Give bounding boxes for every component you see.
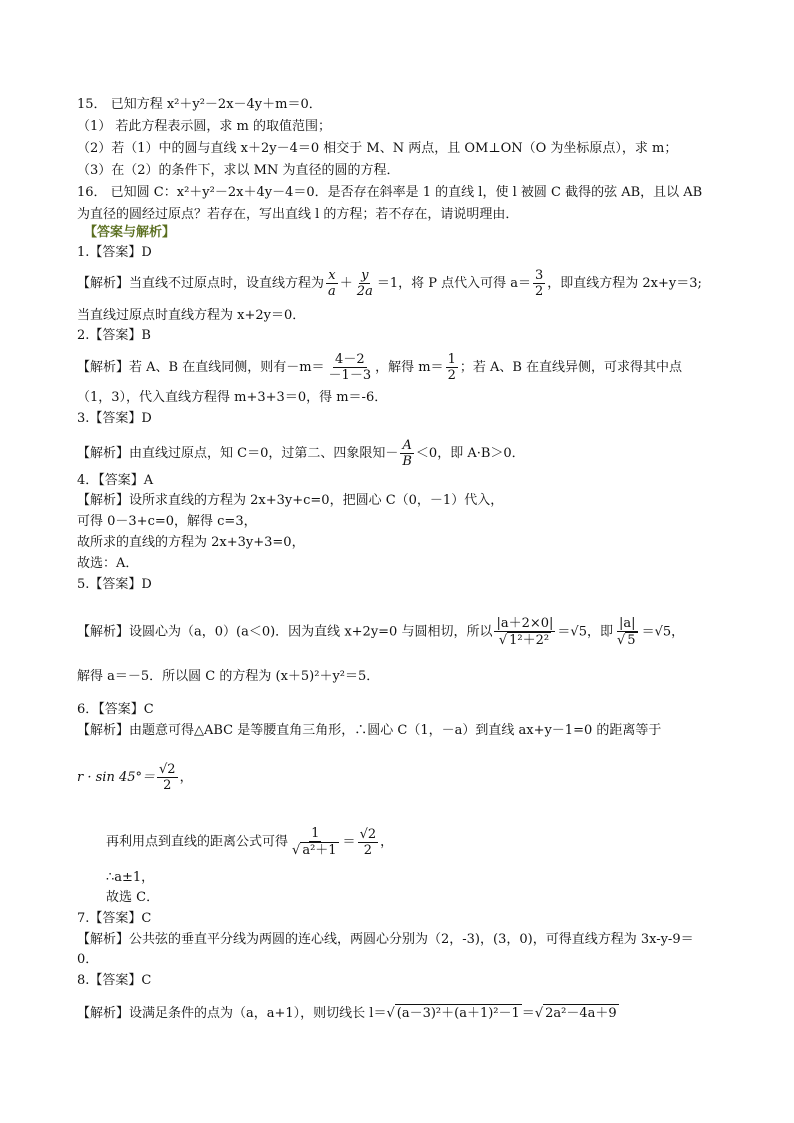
a5-answer: 5.【答案】D (77, 577, 152, 592)
a1-post: ，即直线方程为 2x+y＝3; (547, 276, 702, 291)
q15-text: 已知方程 x²＋y²－2x－4y＋m＝0． (110, 97, 322, 112)
a6-line2-post: ， (179, 770, 193, 785)
a2-explanation (77, 352, 682, 383)
a6-line4: ∴a±1， (106, 870, 155, 885)
q15-number: 15． (77, 97, 107, 112)
a3-frac-num: A (402, 438, 412, 453)
a5-distance-fraction (494, 616, 555, 648)
a6-frac1-num: √2 (159, 762, 176, 777)
a6-fraction-root2-over-2-b (358, 827, 379, 858)
a1-frac2-den: 2a (356, 284, 373, 299)
a6-line5: 故选 C． (106, 890, 160, 905)
a6-line1: 【解析】由题意可得△ABC 是等腰直角三角形，∴圆心 C（1，－a）到直线 ax+y－1=0 的距离等于 (77, 723, 662, 738)
q15-part2: （2）若（1）中的圆与直线 x＋2y－4＝0 相交于 M、N 两点，且 OM⊥ON（O 为坐标原点），求 m； (77, 141, 678, 156)
a2-frac1-num: 4－2 (335, 352, 365, 367)
q15-part1: （1） 若此方程表示圆，求 m 的取值范围； (77, 119, 331, 134)
a8-root-sign: √ (386, 1006, 395, 1021)
a5-eq2: ＝√5， (641, 624, 685, 640)
a5-frac2-den (615, 632, 640, 648)
a4-line3: 故所求的直线的方程为 2x+3y+3=0， (77, 535, 305, 550)
a4-answer: 4．【答案】A (77, 473, 154, 488)
a8-eq: ＝ (521, 1006, 535, 1021)
a5-frac2-num: |a| (619, 616, 636, 631)
a2-frac2-den: 2 (447, 368, 456, 383)
a6-answer: 6．【答案】C (77, 702, 154, 717)
a1-frac1-num: x (328, 268, 336, 283)
a8-radicand-1: (a－3)²＋(a＋1)²－1 (396, 1006, 520, 1021)
a1-text: 【解析】当直线不过原点时，设直线方程为 (77, 276, 325, 291)
a2-fraction-slope (327, 352, 374, 383)
a6-frac2-den (290, 842, 341, 858)
a5-root-sign: √ (498, 633, 508, 648)
a7-answer: 7.【答案】C (77, 911, 152, 926)
a6-line2 (77, 762, 193, 793)
a2-post: ；若 A、B 在直线异侧，可求得其中点 (459, 360, 683, 375)
a5-fraction-abs-a (615, 616, 640, 648)
a2-line2: （1，3），代入直线方程得 m+3+3＝0，得 m＝-6． (77, 390, 388, 405)
a5-explanation (77, 616, 684, 648)
a4-line2: 可得 0－3+c=0，解得 c=3， (77, 514, 257, 529)
a7-line1: 【解析】公共弦的垂直平分线为两圆的连心线，两圆心分别为（2，-3)，(3，0)，可得直线方程为 3x-y-9＝ (77, 932, 694, 947)
a8-root-sign-2: √ (534, 1006, 544, 1021)
q16-line1: 16． 已知圆 C：x²＋y²－2x＋4y－4＝0．是否存在斜率是 1 的直线 l，使 l 被圆 C 截得的弦 AB，且以 AB (77, 185, 703, 200)
a2-fraction-half (446, 352, 458, 383)
a1-mid: ＝1，将 P 点代入可得 a＝ (376, 276, 531, 291)
a6-frac2-num: 1 (311, 826, 320, 841)
a1-fraction-x-over-a (326, 268, 338, 299)
a6-eq: ＝ (342, 834, 356, 850)
a2-text: 【解析】若 A、B 在直线同侧，则有－m＝ (77, 360, 325, 375)
a6-frac2-den-radicand: a²＋1 (302, 843, 337, 858)
q15-part3: （3）在（2）的条件下，求以 MN 为直径的圆的方程． (77, 163, 400, 178)
a7-line2: 0． (77, 952, 99, 967)
a3-fraction-a-over-b (400, 438, 414, 469)
a5-frac1-den-radicand: 1²＋2² (509, 633, 550, 648)
q16-line2: 为直径的圆经过原点？若存在，写出直线 l 的方程；若不存在，请说明理由． (77, 207, 519, 222)
a5-line2: 解得 a＝－5．所以圆 C 的方程为 (x＋5)²＋y²＝5． (77, 669, 380, 684)
q15-stem (77, 96, 322, 114)
a1-explanation (77, 268, 702, 299)
a1-line2: 当直线过原点时直线方程为 x+2y＝0． (77, 308, 306, 323)
a8-explanation (77, 1004, 619, 1023)
a6-frac3-num: √2 (359, 826, 377, 842)
a6-line3-text: 再利用点到直线的距离公式可得 (106, 834, 289, 850)
a5-text: 【解析】设圆心为（a，0）(a＜0)．因为直线 x+2y=0 与圆相切，所以 (77, 624, 493, 640)
a5-frac1-num: |a＋2×0| (496, 616, 554, 631)
a6-root-sign: √ (292, 843, 301, 858)
a6-distance-fraction (290, 826, 341, 858)
a1-frac2-num: y (361, 268, 369, 283)
a8-radicand-2: 2a²－4a＋9 (545, 1006, 617, 1021)
a5-frac1-den (497, 632, 553, 648)
a8-answer: 8.【答案】C (77, 973, 152, 988)
a5-root-sign-2: √ (616, 633, 626, 648)
a5-eq1: ＝√5，即 (557, 624, 613, 640)
a1-fraction-y-over-2a (355, 268, 375, 299)
a8-text: 【解析】设满足条件的点为（a，a+1），则切线长 l＝ (77, 1006, 387, 1021)
a1-frac3-num: 3 (535, 268, 544, 283)
a1-answer: 1.【答案】D (77, 245, 152, 260)
a1-fraction-3-over-2 (533, 268, 545, 299)
a6-fraction-root2-over-2 (157, 762, 178, 793)
a3-answer: 3.【答案】D (77, 411, 152, 426)
a2-frac2-num: 1 (447, 352, 456, 367)
a1-frac1-den: a (328, 284, 336, 299)
a2-mid: ，解得 m＝ (375, 360, 444, 375)
a3-frac-den: B (402, 454, 412, 469)
a6-line3 (106, 826, 393, 858)
a3-explanation (77, 438, 525, 469)
a6-line3-post: ， (380, 834, 394, 850)
a6-line2-text: r · sin 45°＝ (77, 770, 155, 785)
a4-line4: 故选：A． (77, 556, 139, 571)
a3-post: ＜0，即 A·B＞0． (415, 446, 525, 461)
a3-text: 【解析】由直线过原点，知 C＝0，过第二、四象限知－ (77, 446, 399, 461)
a6-frac3-den: 2 (363, 842, 372, 858)
a2-answer: 2.【答案】B (77, 328, 151, 343)
a5-frac2-den-radicand: 5 (627, 633, 636, 648)
a2-frac1-den: －1－3 (328, 368, 372, 383)
a4-line1: 【解析】设所求直线的方程为 2x+3y+c=0，把圆心 C（0，－1）代入， (77, 493, 504, 508)
a1-plus: ＋ (339, 276, 353, 291)
a6-frac1-den: 2 (163, 778, 172, 793)
answers-section-title: 【答案与解析】 (84, 225, 176, 240)
a1-frac3-den: 2 (535, 284, 544, 299)
